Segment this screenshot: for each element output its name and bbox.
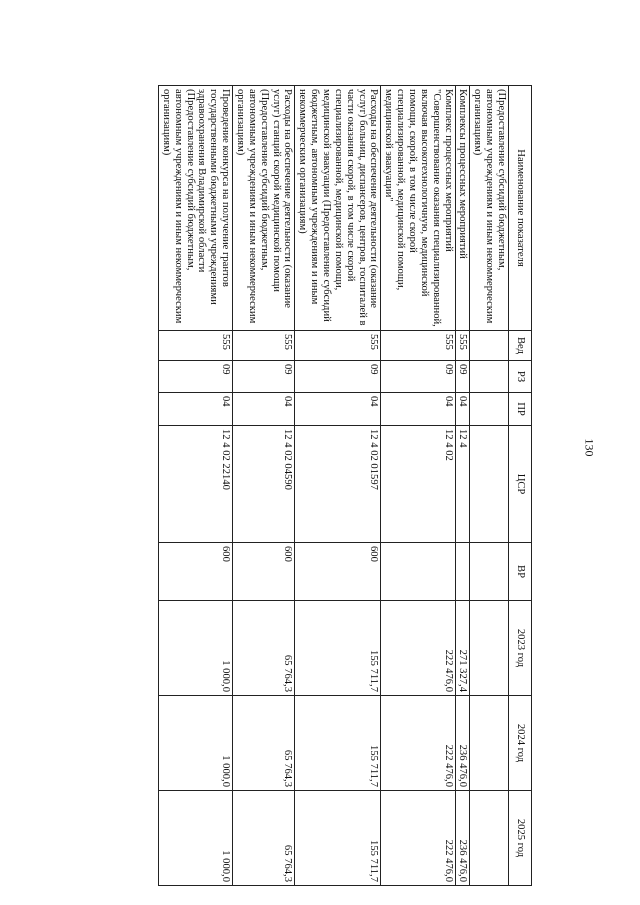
cell-name: Проведение конкурса на получение грантов государственными бюджетными учреждениями здравоохранения Владимирской области (Предоставление субсидий бюджетным, автономным учреждениям и иным некоммерческим организациям) <box>158 86 232 331</box>
cell-rz: 09 <box>158 361 232 393</box>
cell-pr <box>470 393 509 426</box>
cell-pr: 04 <box>158 393 232 426</box>
table-row <box>470 86 509 886</box>
cell-vr <box>381 543 455 601</box>
header-ved: Вед <box>509 331 532 361</box>
cell-csr: 12 4 02 <box>381 426 455 543</box>
table-row <box>455 86 470 886</box>
cell-ved <box>470 331 509 361</box>
header-2024: 2024 год <box>509 696 532 791</box>
cell-name: Расходы на обеспечение деятельности (оказание услуг) больниц, диспансеров, центров, госпиталей в части оказания скорой, в том числе скорой специализированной, медицинской помощи, медицинской эвакуации (Предоставление субсидий бюджетным, автономным учреждениям и иным некоммерческим организациям) <box>295 86 381 331</box>
cell-vr <box>455 543 470 601</box>
cell-rz: 09 <box>233 361 295 393</box>
cell-pr: 04 <box>295 393 381 426</box>
page-number: 130 <box>582 438 597 457</box>
cell-ved: 555 <box>158 331 232 361</box>
cell-2025: 222 476,0 <box>381 791 455 886</box>
cell-2024: 1 000,0 <box>158 696 232 791</box>
cell-2024: 236 476,0 <box>455 696 470 791</box>
cell-csr: 12 4 02 22140 <box>158 426 232 543</box>
cell-2025: 65 764,3 <box>233 791 295 886</box>
cell-ved: 555 <box>455 331 470 361</box>
rotated-page-content <box>65 85 532 885</box>
table-header-row <box>509 86 532 886</box>
cell-pr: 04 <box>381 393 455 426</box>
cell-2025: 236 476,0 <box>455 791 470 886</box>
cell-name: Комплексы процессных мероприятий <box>455 86 470 331</box>
header-vr: ВР <box>509 543 532 601</box>
cell-2024: 155 711,7 <box>295 696 381 791</box>
cell-2024 <box>470 696 509 791</box>
cell-vr: 600 <box>233 543 295 601</box>
cell-ved: 555 <box>381 331 455 361</box>
header-2023: 2023 год <box>509 601 532 696</box>
cell-pr: 04 <box>455 393 470 426</box>
cell-ved: 555 <box>295 331 381 361</box>
cell-2024: 222 476,0 <box>381 696 455 791</box>
cell-vr: 600 <box>158 543 232 601</box>
cell-2025: 155 711,7 <box>295 791 381 886</box>
cell-2025 <box>470 791 509 886</box>
header-pr: ПР <box>509 393 532 426</box>
cell-vr <box>470 543 509 601</box>
cell-rz: 09 <box>455 361 470 393</box>
header-2025: 2025 год <box>509 791 532 886</box>
cell-rz <box>470 361 509 393</box>
header-csr: ЦСР <box>509 426 532 543</box>
cell-name: Расходы на обеспечение деятельности (оказание услуг) станций скорой медицинской помощи (Предоставление субсидий бюджетным, автономным учреждениям и иным некоммерческим организациям) <box>233 86 295 331</box>
cell-2023: 65 764,3 <box>233 601 295 696</box>
cell-vr: 600 <box>295 543 381 601</box>
cell-csr: 12 4 02 04590 <box>233 426 295 543</box>
cell-pr: 04 <box>233 393 295 426</box>
table-row <box>233 86 295 886</box>
header-name: Наименование показателя <box>509 86 532 331</box>
budget-table <box>158 85 532 886</box>
cell-2024: 65 764,3 <box>233 696 295 791</box>
cell-2023: 1 000,0 <box>158 601 232 696</box>
cell-2023 <box>470 601 509 696</box>
cell-ved: 555 <box>233 331 295 361</box>
cell-2023: 222 476,0 <box>381 601 455 696</box>
cell-2023: 271 327,4 <box>455 601 470 696</box>
cell-2023: 155 711,7 <box>295 601 381 696</box>
cell-2025: 1 000,0 <box>158 791 232 886</box>
cell-name: Комплекс процессных мероприятий "Совершенствование оказания специализированной, включая высокотехнологичную, медицинской помощи, скорой, в том числе скорой специализированной, медицинской помощи, медицинской эвакуации" <box>381 86 455 331</box>
cell-rz: 09 <box>295 361 381 393</box>
table-row <box>158 86 232 886</box>
cell-rz: 09 <box>381 361 455 393</box>
cell-csr: 12 4 02 01597 <box>295 426 381 543</box>
header-rz: РЗ <box>509 361 532 393</box>
table-row <box>381 86 455 886</box>
cell-csr <box>470 426 509 543</box>
table-row <box>295 86 381 886</box>
cell-csr: 12 4 <box>455 426 470 543</box>
cell-name: (Предоставление субсидий бюджетным, автономным учреждениям и иным некоммерческим организациям) <box>470 86 509 331</box>
